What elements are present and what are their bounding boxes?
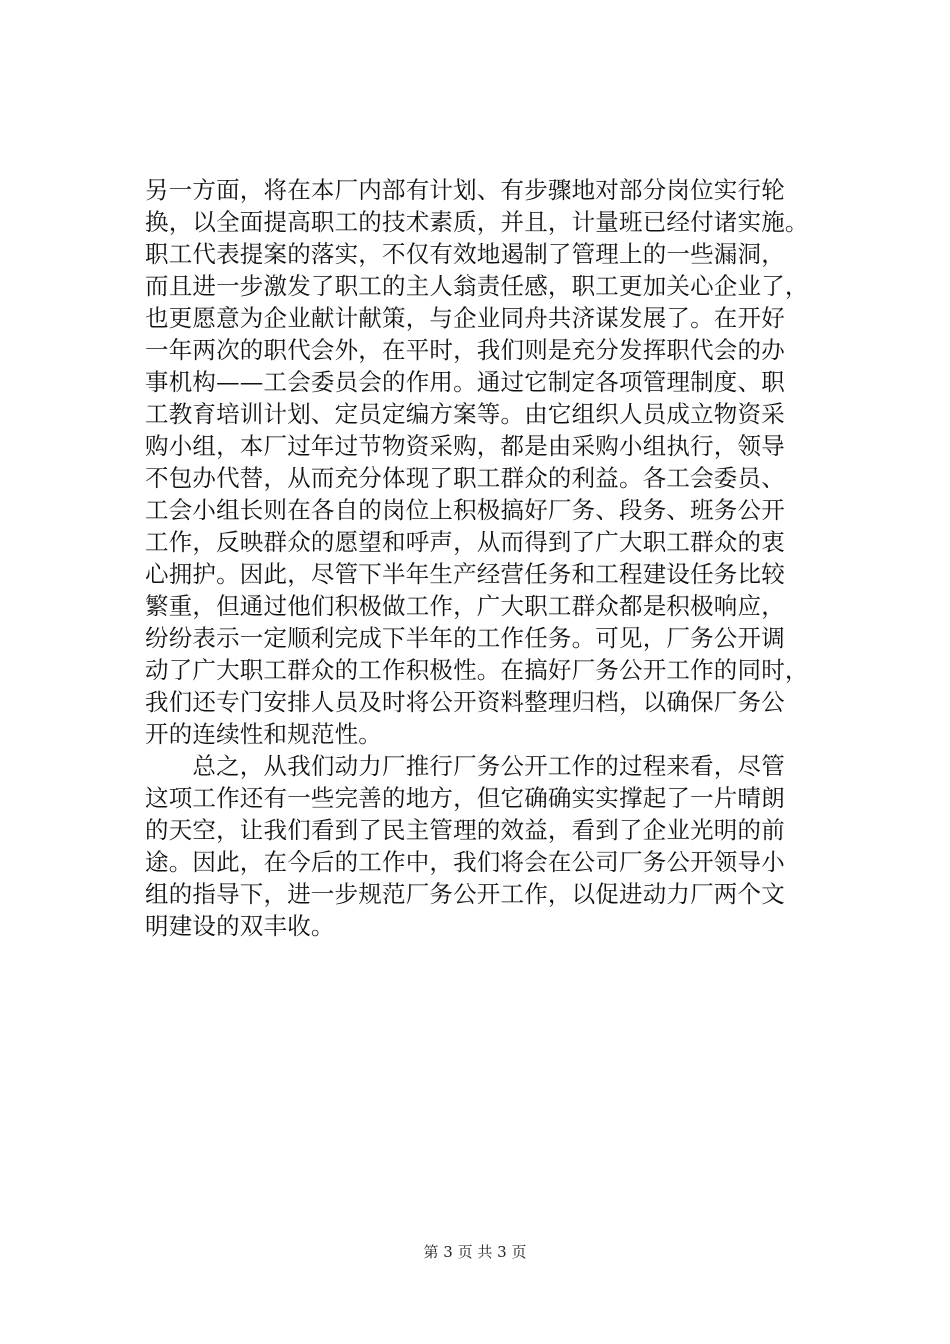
- text-line: 工作，反映群众的愿望和呼声，从而得到了广大职工群众的衷: [145, 528, 785, 556]
- text-line: 这项工作还有一些完善的地方，但它确确实实撑起了一片晴朗: [145, 784, 785, 812]
- text-line: 总之，从我们动力厂推行厂务公开工作的过程来看，尽管: [145, 752, 785, 780]
- text-line: 另一方面，将在本厂内部有计划、有步骤地对部分岗位实行轮: [145, 176, 785, 204]
- text-line: 明建设的双丰收。: [145, 912, 335, 940]
- text-line: 途。因此，在今后的工作中，我们将会在公司厂务公开领导小: [145, 848, 785, 876]
- text-line: 组的指导下，进一步规范厂务公开工作，以促进动力厂两个文: [145, 880, 785, 908]
- text-line: 纷纷表示一定顺利完成下半年的工作任务。可见，厂务公开调: [145, 624, 785, 652]
- text-line: 繁重，但通过他们积极做工作，广大职工群众都是积极响应，: [145, 592, 785, 620]
- text-line: 工教育培训计划、定员定编方案等。由它组织人员成立物资采: [145, 400, 785, 428]
- text-line: 工会小组长则在各自的岗位上积极搞好厂务、段务、班务公开: [145, 496, 785, 524]
- text-line: 事机构——工会委员会的作用。通过它制定各项管理制度、职: [145, 368, 785, 396]
- text-line: 购小组，本厂过年过节物资采购，都是由采购小组执行，领导: [145, 432, 785, 460]
- text-line: 开的连续性和规范性。: [145, 720, 382, 748]
- text-line: 的天空，让我们看到了民主管理的效益，看到了企业光明的前: [145, 816, 785, 844]
- text-line: 职工代表提案的落实，不仅有效地遏制了管理上的一些漏洞，: [145, 240, 785, 268]
- text-line: 不包办代替，从而充分体现了职工群众的利益。各工会委员、: [145, 464, 785, 492]
- body-text: [145, 174, 845, 942]
- text-line: 动了广大职工群众的工作积极性。在搞好厂务公开工作的同时，: [145, 656, 809, 684]
- text-line: 而且进一步激发了职工的主人翁责任感，职工更加关心企业了，: [145, 272, 809, 300]
- text-line: 我们还专门安排人员及时将公开资料整理归档，以确保厂务公: [145, 688, 785, 716]
- page-number-footer: 第 3 页 共 3 页: [423, 1243, 527, 1261]
- text-line: 换，以全面提高职工的技术素质，并且，计量班已经付诸实施。: [145, 208, 809, 236]
- text-line: 也更愿意为企业献计献策，与企业同舟共济谋发展了。在开好: [145, 304, 785, 332]
- text-line: 心拥护。因此，尽管下半年生产经营任务和工程建设任务比较: [145, 560, 785, 588]
- text-line: 一年两次的职代会外，在平时，我们则是充分发挥职代会的办: [145, 336, 785, 364]
